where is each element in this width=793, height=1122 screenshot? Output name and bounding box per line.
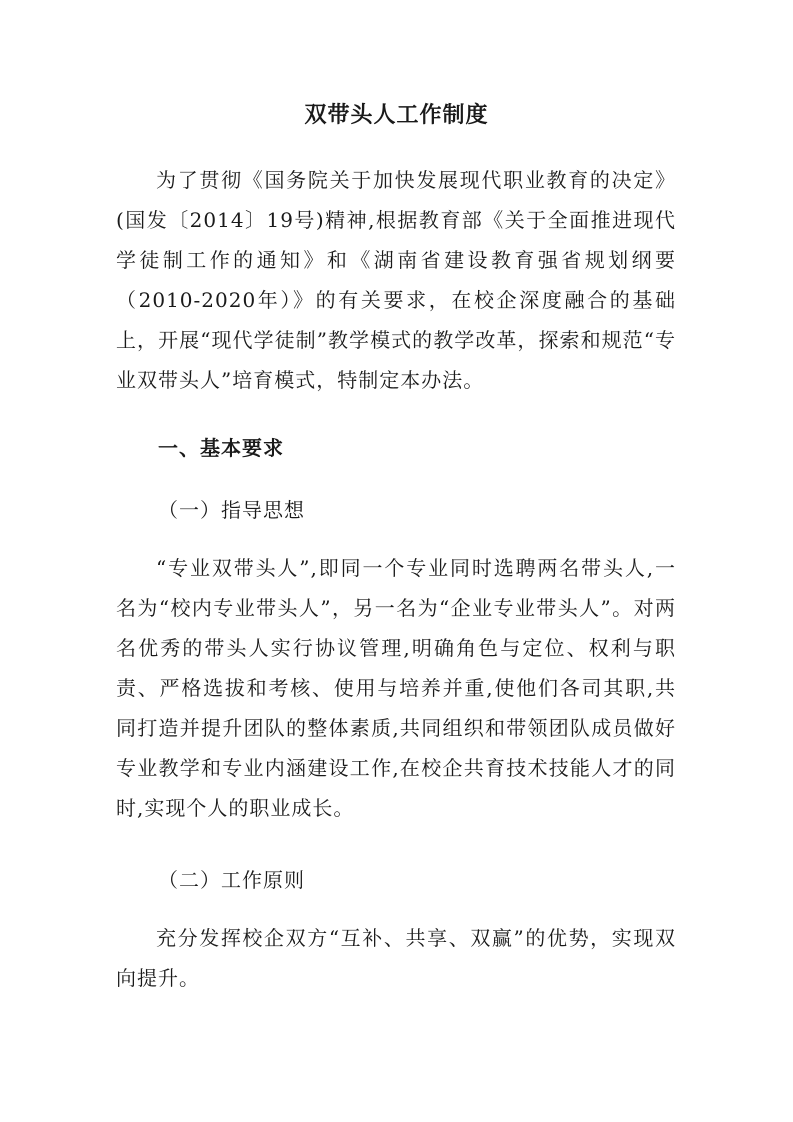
document-title: 双带头人工作制度 [304, 103, 489, 128]
section-heading-basic-requirements: 一、基本要求 [158, 436, 284, 460]
subsection-heading-working-principles: （二）工作原则 [158, 868, 305, 892]
guiding-ideology-paragraph: “专业双带头人”,即同一个专业同时选聘两名带头人,一名为“校内专业带头人”，另一名为“企业专业带头人”。对两名优秀的带头人实行协议管理,明确角色与定位、权利与职责、严格选拔和考核、使用与培养并重,使他们各司其职,共同打造并提升团队的整体素质,共同组织和带领团队成员做好专业教学和专业内涵建设工作,在校企共育技术技能人才的同时,实现个人的职业成长。 [116, 556, 676, 820]
intro-paragraph: 为了贯彻《国务院关于加快发展现代职业教育的决定》(国发〔2014〕19号)精神,根据教育部《关于全面推进现代学徒制工作的通知》和《湖南省建设教育强省规划纲要（2010-2020年）》的有关要求，在校企深度融合的基础上，开展“现代学徒制”教学模式的教学改革，探索和规范“专业双带头人”培育模式，特制定本办法。 [116, 168, 676, 392]
working-principles-paragraph: 充分发挥校企双方“互补、共享、双赢”的优势，实现双向提升。 [116, 926, 676, 990]
subsection-heading-guiding-ideology: （一）指导思想 [158, 498, 305, 522]
